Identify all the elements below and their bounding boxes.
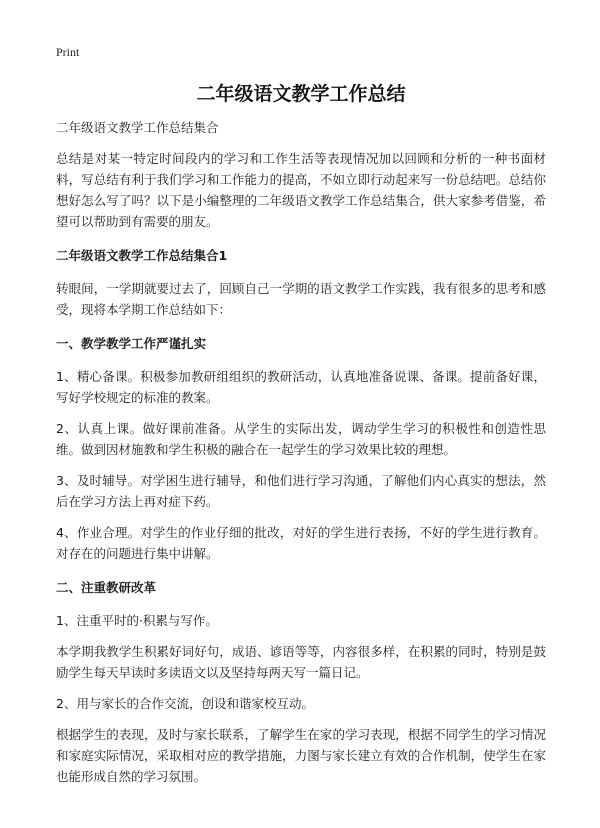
part2-item-2-body: 根据学生的表现，及时与家长联系，了解学生在家的学习表现，根据不同学生的学习情况和家庭实际情况，采取相对应的教学措施，力图与家长建立有效的合作机制，使学生在家也能形成自然的学习氛围。 (56, 727, 546, 784)
document-page (56, 44, 546, 787)
part2-heading: 二、注重教研改革 (56, 580, 157, 595)
section-title: 二年级语文教学工作总结集合1 (56, 248, 228, 263)
print-link[interactable]: Print (56, 45, 80, 59)
opening-paragraph: 转眼间，一学期就要过去了，回顾自己一学期的语文教学工作实践，我有很多的思考和感受，现将本学期工作总结如下： (56, 281, 546, 317)
part1-item-1: 1、精心备课。积极参加教研组组织的教研活动，认真地准备说课、备课。提前备好课，写好学校规定的标准的教案。 (56, 369, 546, 405)
part1-item-3: 3、及时辅导。对学困生进行辅导，和他们进行学习沟通，了解他们内心真实的想法，然后在学习方法上再对症下药。 (56, 473, 546, 509)
part1-item-2: 2、认真上课。做好课前准备。从学生的实际出发，调动学生学习的积极性和创造性思维。做到因材施教和学生积极的融合在一起学生的学习效果比较的理想。 (56, 421, 546, 457)
document-subtitle: 二年级语文教学工作总结集合 (56, 120, 219, 135)
intro-paragraph: 总结是对某一特定时间段内的学习和工作生活等表现情况加以回顾和分析的一种书面材料，写总结有利于我们学习和工作能力的提高，不如立即行动起来写一份总结吧。总结你想好怎么写了吗？以下是小编整理的二年级语文教学工作总结集合，供大家参考借鉴，希望可以帮助到有需要的朋友。 (56, 151, 546, 229)
part2-item-2: 2、用与家长的合作交流，创设和谐家校互动。 (56, 696, 314, 711)
part1-heading: 一、教学教学工作严谨扎实 (56, 336, 207, 351)
part1-item-4: 4、作业合理。对学生的作业仔细的批改，对好的学生进行表扬，不好的学生进行教育。对存在的问题进行集中讲解。 (56, 525, 546, 561)
document-title: 二年级语文教学工作总结 (196, 83, 406, 105)
part2-item-1: 1、注重平时的·积累与写作。 (56, 613, 218, 628)
part2-item-1-body: 本学期我教学生积累好词好句，成语、谚语等等，内容很多样，在积累的同时，特别是鼓励学生每天早读时多读语文以及坚持每两天写一篇日记。 (56, 644, 546, 680)
